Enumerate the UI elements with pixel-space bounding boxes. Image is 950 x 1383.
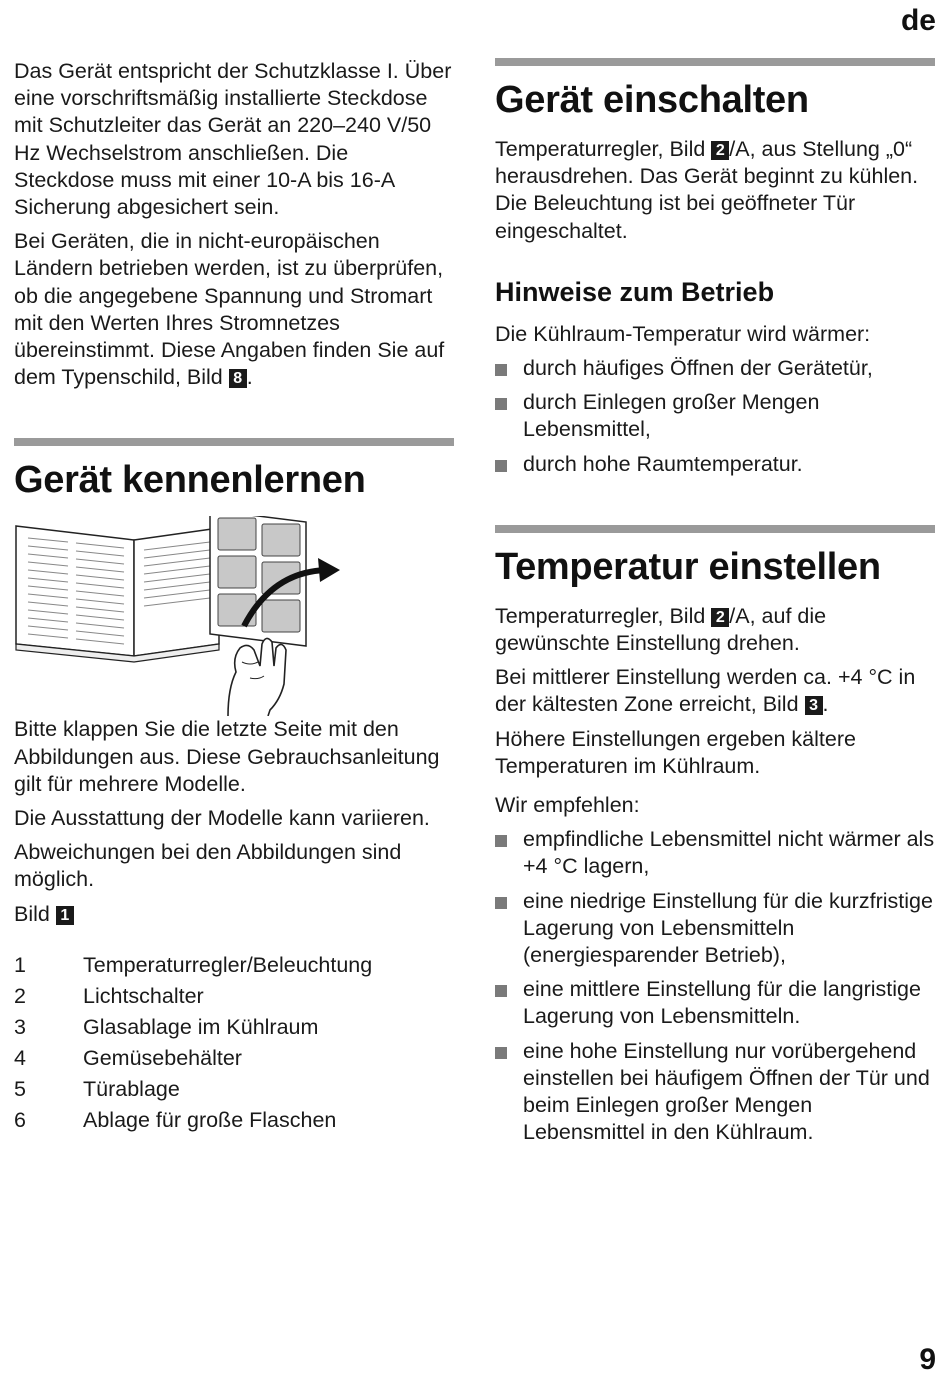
figure-ref-badge: 3: [805, 696, 823, 715]
section-title-geraet-kennenlernen: Gerät kennenlernen: [14, 459, 366, 502]
figure-ref-badge: 1: [56, 906, 74, 925]
legend-text: Türablage: [83, 1076, 180, 1101]
foldout-instruction-paragraph: Bitte klappen Sie die letzte Seite mit den Abbildungen aus. Diese Gebrauchsanleitung gilt für mehrere Modelle.: [14, 717, 440, 796]
warmer-intro: Die Kühlraum-Temperatur wird wärmer:: [495, 321, 871, 346]
list-item: eine mittlere Einstellung für die langristige Lagerung von Lebensmitteln.: [495, 976, 935, 1030]
recommend-intro: Wir empfehlen:: [495, 793, 640, 818]
list-item: durch Einlegen großer Mengen Lebensmittel,: [495, 389, 935, 443]
page-number: 9: [919, 1343, 936, 1376]
legend-text: Glasablage im Kühlraum: [83, 1014, 319, 1039]
figure-ref-badge: 2: [711, 608, 729, 627]
section-divider: [495, 58, 935, 66]
list-item: empfindliche Lebensmittel nicht wärmer als +4 °C lagern,: [495, 826, 935, 880]
language-tag: de: [900, 4, 936, 37]
legend-row: [14, 952, 372, 983]
legend-number: 3: [14, 1014, 26, 1039]
figure-ref-badge: 8: [229, 369, 247, 388]
left-column: [14, 58, 454, 1138]
legend-number: 5: [14, 1076, 26, 1101]
foldout-page-illustration: [14, 516, 454, 716]
book-foldout-icon: [14, 516, 354, 716]
medium-setting-paragraph: Bei mittlerer Einstellung werden ca. +4 °C in der kältesten Zone erreicht, Bild 3 .: [495, 665, 916, 717]
legend-text: Temperaturregler/Beleuchtung: [83, 952, 373, 977]
figure-ref-badge: 2: [711, 141, 729, 160]
legend-row: [14, 1014, 372, 1045]
voltage-check-paragraph: Bei Geräten, die in nicht-europäischen Ländern betrieben werden, ist zu überprüfen, ob die angegebene Spannung und Stromart mit den Werten Ihres Stromnetzes übereinstimmt. Diese Angaben finden Sie auf dem Typenschild, Bild 8 .: [14, 229, 445, 390]
section-title-geraet-einschalten: Gerät einschalten: [495, 79, 809, 121]
legend-number: 1: [14, 952, 26, 977]
recommendation-list: [495, 826, 935, 1146]
list-item: eine niedrige Einstellung für die kurzfristige Lagerung von Lebensmitteln (energiesparender Betrieb),: [495, 888, 935, 970]
protection-class-paragraph: Das Gerät entspricht der Schutzklasse I. Über eine vorschriftsmäßig installierte Steckdose mit Schutzleiter das Gerät an 220–240 V/50 Hz Wechselstrom anschließen. Die Steckdose muss mit einer 10-A bis 16-A Sicherung abgesichert sein.: [14, 59, 452, 220]
legend-text: Gemüsebehälter: [83, 1045, 242, 1070]
legend-text: Lichtschalter: [83, 983, 204, 1008]
legend-row: [14, 983, 372, 1014]
section-divider: [14, 438, 454, 446]
switch-on-paragraph: Temperaturregler, Bild 2 /A, aus Stellung „0“ herausdrehen. Das Gerät beginnt zu kühlen. Die Beleuchtung ist bei geöffneter Tür eingeschaltet.: [495, 137, 919, 243]
higher-setting-paragraph: Höhere Einstellungen ergeben kältere Temperaturen im Kühlraum.: [495, 726, 856, 778]
subsection-title-hinweise: Hinweise zum Betrieb: [495, 276, 775, 307]
right-column: [495, 58, 935, 1153]
figure-legend-table: [14, 952, 372, 1138]
section-divider: [495, 525, 935, 533]
legend-number: 4: [14, 1045, 26, 1070]
figure-label: Bild 1: [14, 901, 454, 928]
deviation-paragraph: Abweichungen bei den Abbildungen sind möglich.: [14, 840, 402, 892]
section-title-temperatur-einstellen: Temperatur einstellen: [495, 545, 881, 588]
list-item: eine hohe Einstellung nur vorübergehend einstellen bei häufigem Öffnen der Tür und beim Einlegen großer Mengen Lebensmittel in den Kühlraum.: [495, 1038, 935, 1147]
equipment-varies-paragraph: Die Ausstattung der Modelle kann variieren.: [14, 806, 430, 831]
warmer-causes-list: [495, 355, 935, 478]
legend-row: [14, 1076, 372, 1107]
legend-row: [14, 1045, 372, 1076]
legend-number: 2: [14, 983, 26, 1008]
list-item: durch hohe Raumtemperatur.: [495, 451, 935, 478]
legend-row: [14, 1107, 372, 1138]
set-temperature-paragraph: Temperaturregler, Bild 2 /A, auf die gewünschte Einstellung drehen.: [495, 603, 827, 656]
list-item: durch häufiges Öffnen der Gerätetür,: [495, 355, 935, 382]
legend-text: Ablage für große Flaschen: [83, 1107, 337, 1132]
legend-number: 6: [14, 1107, 26, 1132]
